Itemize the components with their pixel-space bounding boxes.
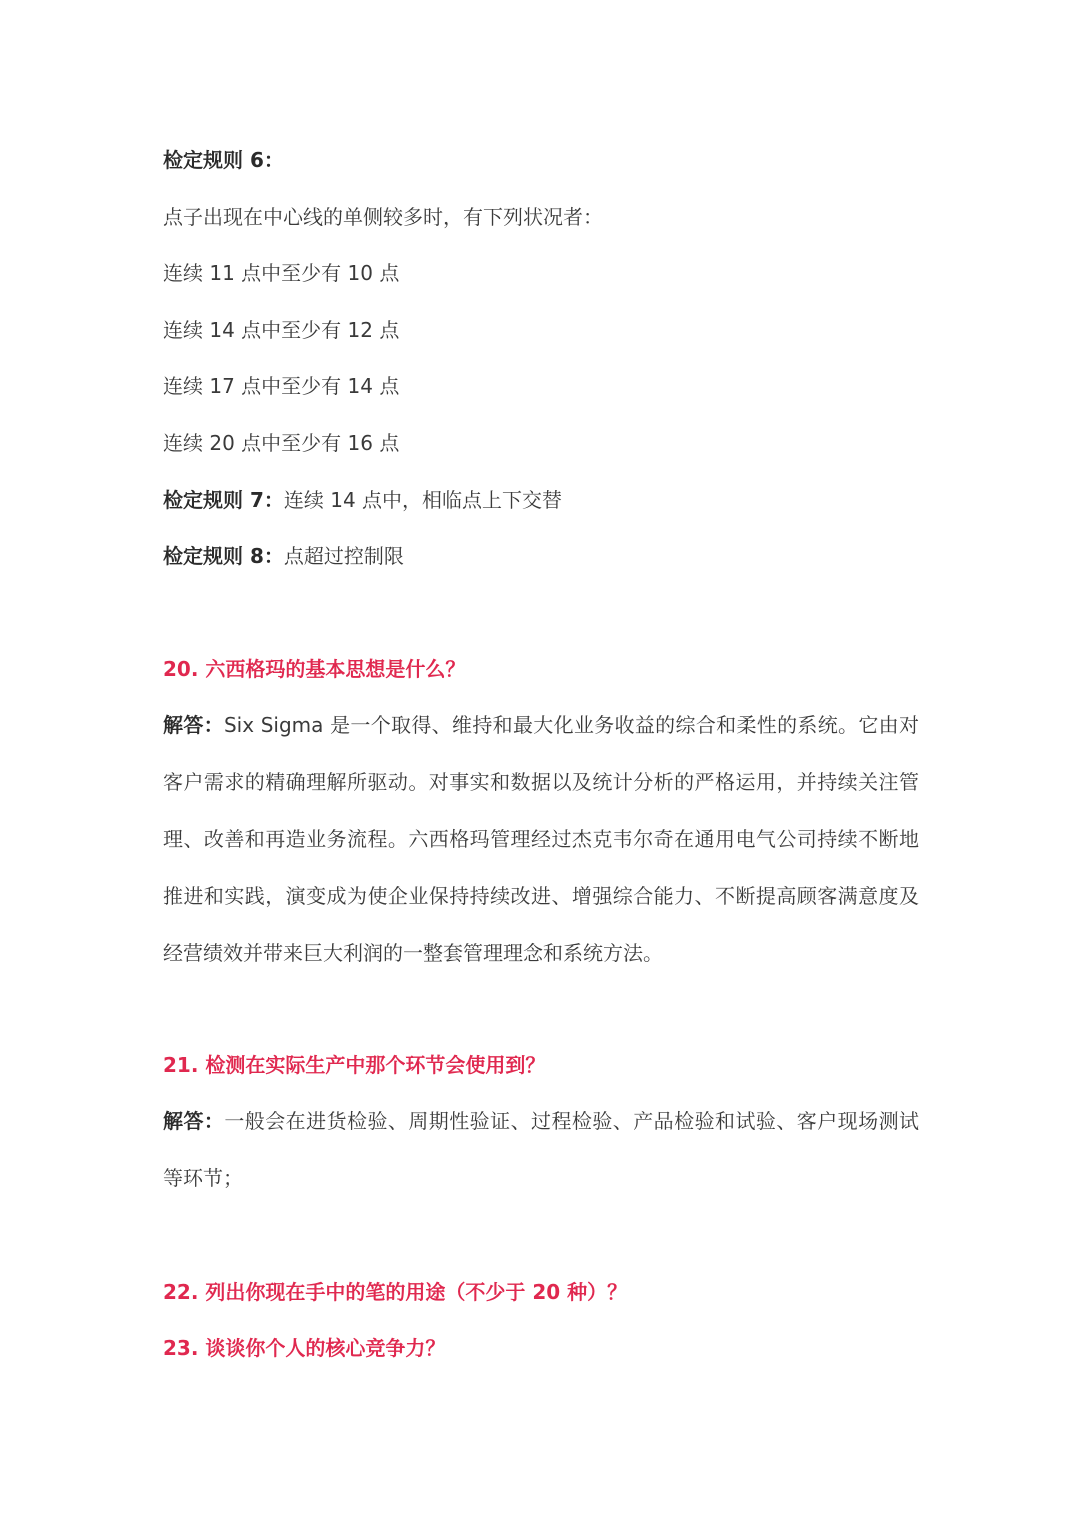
rule8-label: 检定规则 8： bbox=[163, 544, 284, 568]
rule6-item-2: 连续 14 点中至少有 12 点 bbox=[163, 318, 400, 342]
answer-21 bbox=[163, 1093, 919, 1207]
question-20: 20. 六西格玛的基本思想是什么？ bbox=[163, 657, 466, 681]
rule6-item-4: 连续 20 点中至少有 16 点 bbox=[163, 431, 400, 455]
question-23: 23. 谈谈你个人的核心竞争力？ bbox=[163, 1336, 446, 1360]
question-21: 21. 检测在实际生产中那个环节会使用到？ bbox=[163, 1053, 546, 1077]
rule7-text: 连续 14 点中，相临点上下交替 bbox=[283, 488, 563, 512]
rule7-label: 检定规则 7： bbox=[163, 488, 284, 512]
rule6-item-1: 连续 11 点中至少有 10 点 bbox=[163, 261, 400, 285]
answer-21-label: 解答： bbox=[163, 1109, 225, 1133]
question-22: 22. 列出你现在手中的笔的用途（不少于 20 种）？ bbox=[163, 1280, 628, 1304]
rule8 bbox=[163, 541, 923, 571]
answer-20 bbox=[163, 697, 919, 982]
answer-21-text: 一般会在进货检验、周期性验证、过程检验、产品检验和试验、客户现场测试等环节； bbox=[163, 1109, 920, 1190]
answer-20-label: 解答： bbox=[163, 713, 224, 737]
rule7 bbox=[163, 485, 923, 515]
rule6-intro: 点子出现在中心线的单侧较多时，有下列状况者： bbox=[163, 205, 603, 229]
rule6-title: 检定规则 6： bbox=[163, 148, 284, 172]
rule6-item-3: 连续 17 点中至少有 14 点 bbox=[163, 374, 400, 398]
answer-20-text: Six Sigma 是一个取得、维持和最大化业务收益的综合和柔性的系统。它由对客户需求的精确理解所驱动。对事实和数据以及统计分析的严格运用，并持续关注管理、改善和再造业务流程。六西格玛管理经过杰克韦尔奇在通用电气公司持续不断地推进和实践，演变成为使企业保持持续改进、增强综合能力、不断提高顾客满意度及经营绩效并带来巨大利润的一整套管理理念和系统方法。 bbox=[163, 713, 920, 965]
rule8-text: 点超过控制限 bbox=[283, 544, 404, 568]
